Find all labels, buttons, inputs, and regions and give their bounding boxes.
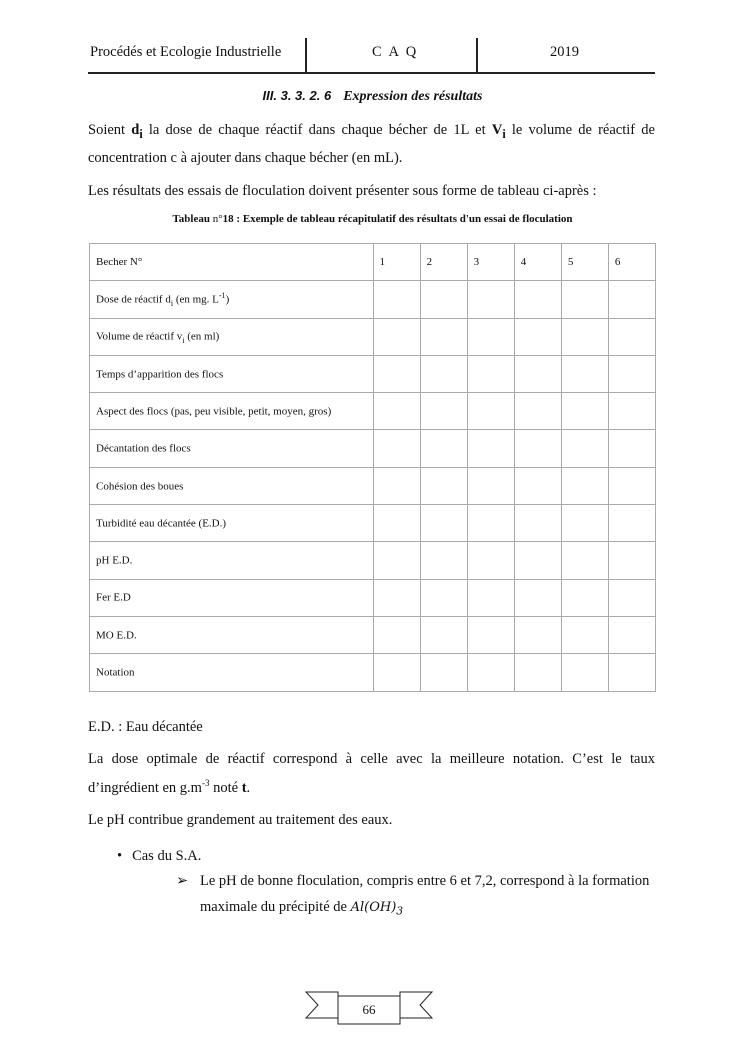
empty-cell (561, 542, 608, 579)
table-row (90, 355, 656, 392)
empty-cell (467, 467, 514, 504)
empty-cell (514, 616, 561, 653)
bullet-item (117, 844, 201, 868)
empty-cell (467, 616, 514, 653)
empty-cell (514, 430, 561, 467)
column-header: 5 (561, 244, 608, 281)
table-row (90, 318, 656, 355)
results-table (89, 243, 656, 692)
sub-bullet-item (176, 868, 655, 925)
lead-paragraph: Les résultats des essais de floculation doivent présenter sous forme de tableau ci-après : (88, 183, 597, 199)
empty-cell (467, 355, 514, 392)
empty-cell (514, 355, 561, 392)
page-number: 66 (362, 1002, 376, 1017)
empty-cell (420, 579, 467, 616)
column-header: 6 (608, 244, 655, 281)
empty-cell (608, 281, 655, 318)
empty-cell (420, 430, 467, 467)
header-rule (88, 72, 655, 74)
empty-cell (373, 579, 420, 616)
table-row (90, 616, 656, 653)
empty-cell (514, 281, 561, 318)
row-label: MO E.D. (90, 616, 374, 653)
table-caption: Tableau n°18 : Exemple de tableau récapitulatif des résultats d'un essai de floculation (172, 213, 573, 225)
formula: $Al(OH)_3$ (350, 900, 404, 918)
empty-cell (467, 318, 514, 355)
header-separator (305, 38, 307, 74)
empty-cell (467, 430, 514, 467)
empty-cell (561, 616, 608, 653)
empty-cell (561, 355, 608, 392)
row-label: Cohésion des boues (90, 467, 374, 504)
table-row (90, 281, 656, 318)
empty-cell (373, 542, 420, 579)
section-title: Expression des résultats (343, 89, 483, 104)
page-number-banner (304, 988, 434, 1026)
dose-paragraph: La dose optimale de réactif correspond à celle avec la meilleure notation. C’est le taux d’ingrédient en $g.m^{-3}$ noté t. (88, 751, 655, 796)
section-heading (0, 88, 745, 105)
empty-cell (561, 318, 608, 355)
arrow-bullet-icon: ➢ (176, 873, 189, 889)
empty-cell (467, 542, 514, 579)
empty-cell (561, 505, 608, 542)
row-label: Turbidité eau décantée (E.D.) (90, 505, 374, 542)
table-row (90, 542, 656, 579)
column-header: 4 (514, 244, 561, 281)
header-separator (476, 38, 478, 74)
empty-cell (420, 281, 467, 318)
empty-cell (373, 505, 420, 542)
empty-cell (608, 467, 655, 504)
empty-cell (420, 318, 467, 355)
empty-cell (608, 505, 655, 542)
empty-cell (373, 355, 420, 392)
empty-cell (514, 318, 561, 355)
table-row (90, 430, 656, 467)
table-row (90, 654, 656, 691)
header-year: 2019 (550, 44, 579, 60)
row-label: pH E.D. (90, 542, 374, 579)
table-header-row (90, 244, 656, 281)
empty-cell (420, 393, 467, 430)
empty-cell (561, 579, 608, 616)
empty-cell (373, 467, 420, 504)
row-label: Aspect des flocs (pas, peu visible, petit, moyen, gros) (90, 393, 374, 430)
empty-cell (373, 430, 420, 467)
column-header: 2 (420, 244, 467, 281)
empty-cell (467, 579, 514, 616)
empty-cell (467, 281, 514, 318)
empty-cell (514, 505, 561, 542)
empty-cell (373, 281, 420, 318)
header-course: Procédés et Ecologie Industrielle (90, 44, 282, 60)
empty-cell (608, 654, 655, 691)
table-row (90, 579, 656, 616)
empty-cell (608, 318, 655, 355)
table-row (90, 505, 656, 542)
empty-cell (514, 393, 561, 430)
empty-cell (608, 393, 655, 430)
row-label: Décantation des flocs (90, 430, 374, 467)
empty-cell (561, 281, 608, 318)
empty-cell (561, 467, 608, 504)
empty-cell (561, 393, 608, 430)
row-label: Dose de réactif $d_i$ (en mg. $L^{-1}$) (90, 281, 374, 318)
empty-cell (561, 654, 608, 691)
column-header: 3 (467, 244, 514, 281)
column-header: 1 (373, 244, 420, 281)
empty-cell (608, 430, 655, 467)
empty-cell (373, 616, 420, 653)
header-label-cell: Becher N° (90, 244, 374, 281)
page-header (88, 38, 655, 74)
section-number: III. 3. 3. 2. 6 (262, 88, 332, 103)
empty-cell (514, 654, 561, 691)
row-label: Notation (90, 654, 374, 691)
empty-cell (514, 542, 561, 579)
empty-cell (608, 579, 655, 616)
empty-cell (608, 355, 655, 392)
sub-bullet-text: Le pH de bonne floculation, compris entre 6 et 7,2, correspond à la formation maximale du précipité de $Al(OH)_3$ (200, 873, 650, 918)
header-code: C A Q (372, 44, 419, 60)
empty-cell (420, 542, 467, 579)
empty-cell (420, 505, 467, 542)
ph-paragraph: Le pH contribue grandement au traitement des eaux. (88, 812, 393, 828)
empty-cell (608, 542, 655, 579)
empty-cell (373, 318, 420, 355)
table-row (90, 393, 656, 430)
empty-cell (467, 505, 514, 542)
empty-cell (373, 654, 420, 691)
intro-paragraph: Soient $d_i$ la dose de chaque réactif dans chaque bécher de 1L et $V_i$ le volume de réactif de concentration c à ajouter dans chaque bécher (en mL). (88, 122, 655, 166)
empty-cell (420, 467, 467, 504)
empty-cell (467, 393, 514, 430)
table-row (90, 467, 656, 504)
empty-cell (420, 355, 467, 392)
row-label: Fer E.D (90, 579, 374, 616)
empty-cell (420, 616, 467, 653)
empty-cell (420, 654, 467, 691)
empty-cell (514, 579, 561, 616)
ed-note: E.D. : Eau décantée (88, 719, 203, 735)
bullet-icon: • (117, 848, 123, 864)
empty-cell (561, 430, 608, 467)
row-label: Temps d’apparition des flocs (90, 355, 374, 392)
empty-cell (514, 467, 561, 504)
empty-cell (608, 616, 655, 653)
bullet-text: Cas du S.A. (132, 848, 202, 864)
row-label: Volume de réactif $v_i$ (en ml) (90, 318, 374, 355)
empty-cell (373, 393, 420, 430)
empty-cell (467, 654, 514, 691)
